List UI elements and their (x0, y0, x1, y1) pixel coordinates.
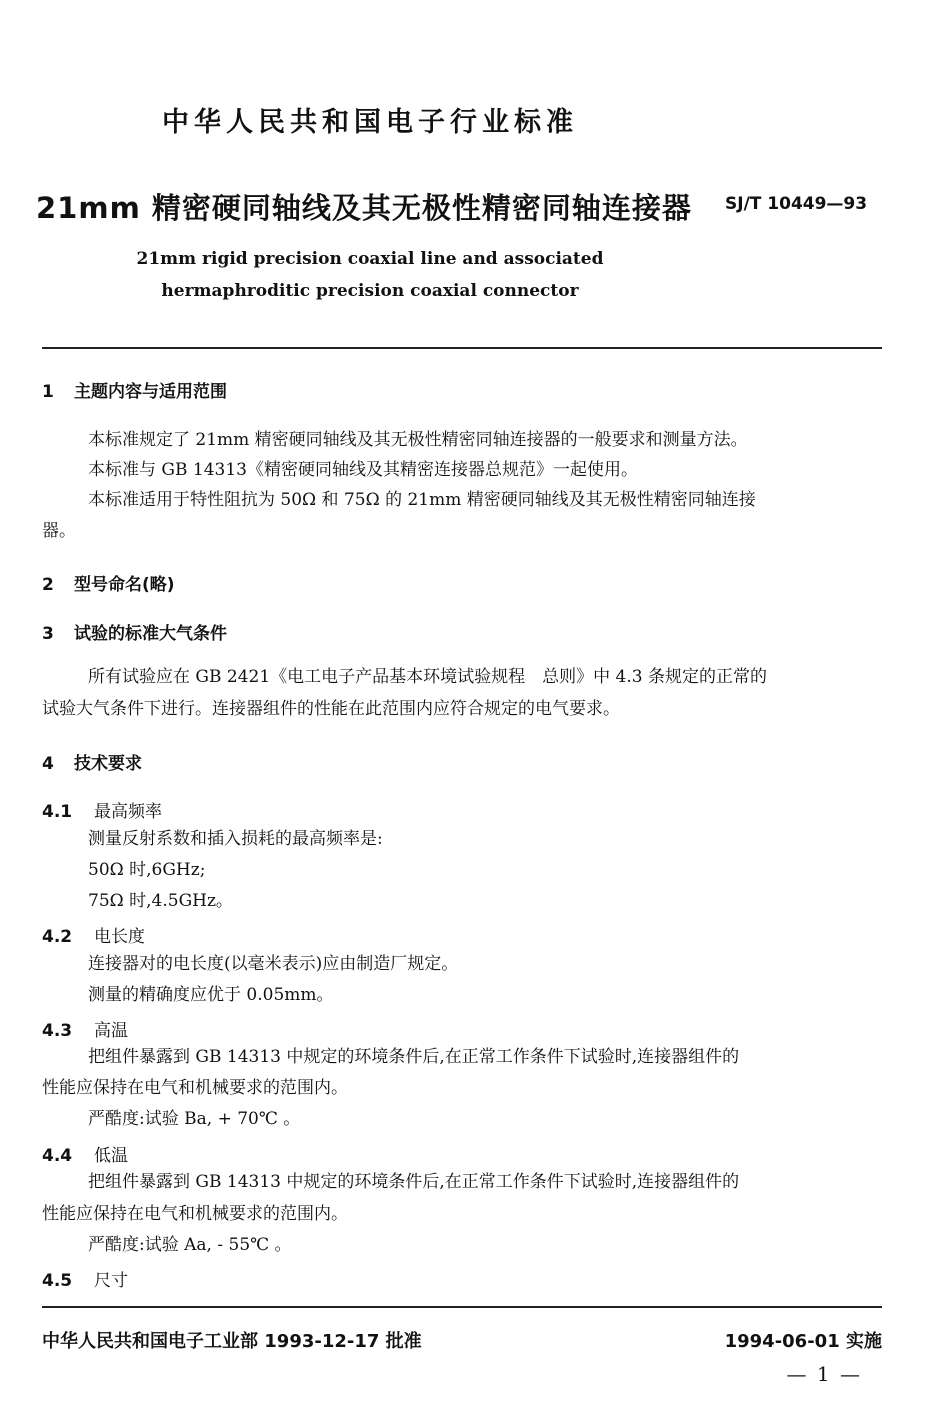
subsection-4-4-heading (42, 1141, 128, 1166)
document-title-en-line1: 21mm rigid precision coaxial line and associated (136, 249, 604, 269)
subsection-4-3-line3: 严酷度:试验 Ba, + 70℃ 。 (88, 1109, 301, 1129)
subsection-4-3-line2: 性能应保持在电气和机械要求的范围内。 (42, 1078, 348, 1098)
section-3-heading (42, 619, 227, 644)
page-number: — 1 — (786, 1362, 862, 1386)
effective-date: 1994-06-01 实施 (724, 1331, 882, 1352)
subsection-4-4-line1: 把组件暴露到 GB 14313 中规定的环境条件后,在正常工作条件下试验时,连接器组件的 (88, 1172, 740, 1192)
section-3-paragraph-line1: 所有试验应在 GB 2421《电工电子产品基本环境试验规程 总则》中 4.3 条规定的正常的 (88, 667, 767, 687)
subsection-4-2-heading (42, 922, 145, 947)
section-title: 技术要求 (74, 754, 142, 774)
subsection-number: 4.1 (42, 802, 73, 822)
section-title: 主题内容与适用范围 (74, 382, 227, 402)
section-1-paragraph-3-line1: 本标准适用于特性阻抗为 50Ω 和 75Ω 的 21mm 精密硬同轴线及其无极性精密同轴连接 (88, 490, 756, 510)
header-divider (42, 347, 882, 349)
publisher-heading: 中华人民共和国电子行业标准 (162, 107, 578, 138)
section-number: 2 (42, 575, 54, 595)
subsection-4-1-line3: 75Ω 时,4.5GHz。 (88, 891, 233, 911)
section-1-paragraph-2: 本标准与 GB 14313《精密硬同轴线及其精密连接器总规范》一起使用。 (88, 460, 638, 480)
subsection-number: 4.4 (42, 1146, 73, 1166)
subsection-4-5-heading (42, 1266, 128, 1291)
section-title: 型号命名(略) (74, 575, 175, 595)
subsection-4-3-heading (42, 1016, 128, 1041)
approval-note: 中华人民共和国电子工业部 1993-12-17 批准 (42, 1331, 422, 1352)
subsection-number: 4.3 (42, 1021, 73, 1041)
subsection-4-1-heading (42, 797, 162, 822)
subsection-number: 4.2 (42, 927, 73, 947)
footer-divider (42, 1306, 882, 1308)
section-3-paragraph-line2: 试验大气条件下进行。连接器组件的性能在此范围内应符合规定的电气要求。 (42, 699, 620, 719)
subsection-4-2-line2: 测量的精确度应优于 0.05mm。 (88, 985, 334, 1005)
document-title-en-line2: hermaphroditic precision coaxial connector (161, 281, 579, 301)
section-1-heading (42, 377, 227, 402)
subsection-4-3-line1: 把组件暴露到 GB 14313 中规定的环境条件后,在正常工作条件下试验时,连接器组件的 (88, 1047, 740, 1067)
subsection-4-4-line2: 性能应保持在电气和机械要求的范围内。 (42, 1204, 348, 1224)
section-1-paragraph-1: 本标准规定了 21mm 精密硬同轴线及其无极性精密同轴连接器的一般要求和测量方法。 (88, 430, 748, 450)
subsection-number: 4.5 (42, 1271, 73, 1291)
subsection-title: 低温 (94, 1146, 128, 1166)
section-number: 1 (42, 382, 54, 402)
subsection-4-2-line1: 连接器对的电长度(以毫米表示)应由制造厂规定。 (88, 954, 459, 974)
standard-code: SJ/T 10449—93 (725, 194, 868, 214)
section-title: 试验的标准大气条件 (74, 624, 227, 644)
subsection-4-1-line2: 50Ω 时,6GHz; (88, 860, 206, 880)
subsection-title: 电长度 (94, 927, 145, 947)
subsection-title: 高温 (94, 1021, 128, 1041)
subsection-4-4-line3: 严酷度:试验 Aa, - 55℃ 。 (88, 1235, 292, 1255)
subsection-4-1-line1: 测量反射系数和插入损耗的最高频率是: (88, 829, 383, 849)
section-1-paragraph-3-line2: 器。 (42, 521, 76, 541)
section-4-heading (42, 749, 142, 774)
subsection-title: 最高频率 (94, 802, 162, 822)
section-2-heading (42, 570, 175, 595)
document-title-cn: 21mm 精密硬同轴线及其无极性精密同轴连接器 (36, 191, 692, 225)
section-number: 4 (42, 754, 54, 774)
subsection-title: 尺寸 (94, 1271, 128, 1291)
section-number: 3 (42, 624, 54, 644)
